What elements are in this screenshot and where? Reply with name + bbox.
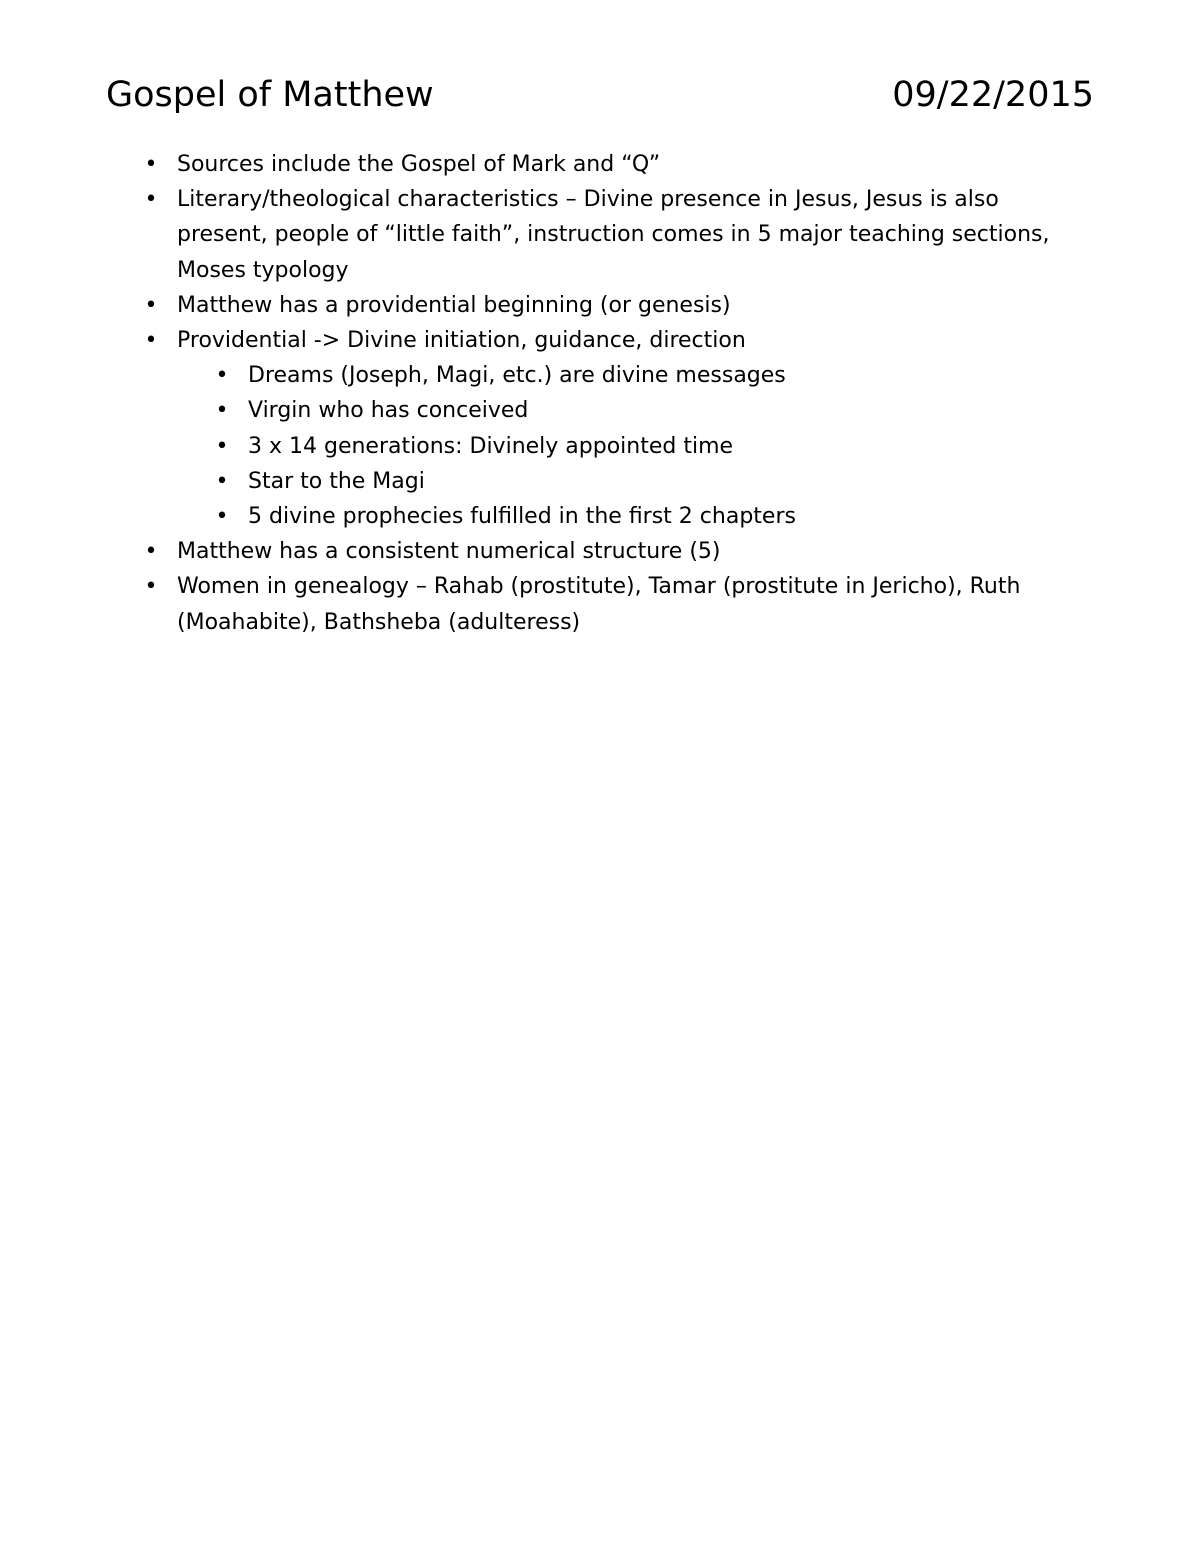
bullet-icon: • [215,504,229,530]
bullet-icon: • [215,398,229,424]
list-item-text: 5 divine prophecies fulfilled in the first 2 chapters [248,504,796,530]
sub-list-item [215,358,1128,393]
bullet-icon: • [144,292,158,318]
list-item-text: 3 x 14 generations: Divinely appointed time [248,433,734,459]
list-item-text: Matthew has a providential beginning (or genesis) [177,292,731,318]
bullet-icon: • [144,187,158,213]
list-item [144,569,1057,639]
page-header [106,70,1094,120]
page-title: Gospel of Matthew [106,75,434,115]
bullet-icon: • [144,152,158,177]
list-item [144,534,1057,569]
list-item [144,323,1057,358]
bullet-icon: • [215,468,229,494]
bullet-icon: • [144,328,158,354]
list-item-text: Women in genealogy – Rahab (prostitute), Tamar (prostitute in Jericho), Ruth (Moahabite), Bathsheba (adulteress) [177,574,1028,635]
list-item [144,147,1057,182]
list-item-text: Dreams (Joseph, Magi, etc.) are divine messages [248,363,786,389]
page-date: 09/22/2015 [892,75,1094,115]
list-item-text: Matthew has a consistent numerical structure (5) [177,539,721,565]
sub-list-item [215,429,1128,464]
list-item-text: Sources include the Gospel of Mark and “Q” [177,152,661,177]
sub-list-item [215,464,1128,499]
notes-list [0,147,1200,640]
bullet-icon: • [215,363,229,389]
list-item-text: Providential -> Divine initiation, guidance, direction [177,328,746,354]
bullet-icon: • [144,539,158,565]
bullet-icon: • [215,433,229,459]
bullet-icon: • [144,574,158,600]
list-item-text: Star to the Magi [248,468,425,494]
list-item [144,288,1057,323]
list-item [144,182,1057,288]
sub-list-item [215,393,1128,428]
sub-list-item [215,499,1128,534]
list-item-text: Virgin who has conceived [248,398,529,424]
list-item-text: Literary/theological characteristics – Divine presence in Jesus, Jesus is also present, people of “little faith”, instruction comes in 5 major teaching sections, Moses typology [177,187,1057,283]
